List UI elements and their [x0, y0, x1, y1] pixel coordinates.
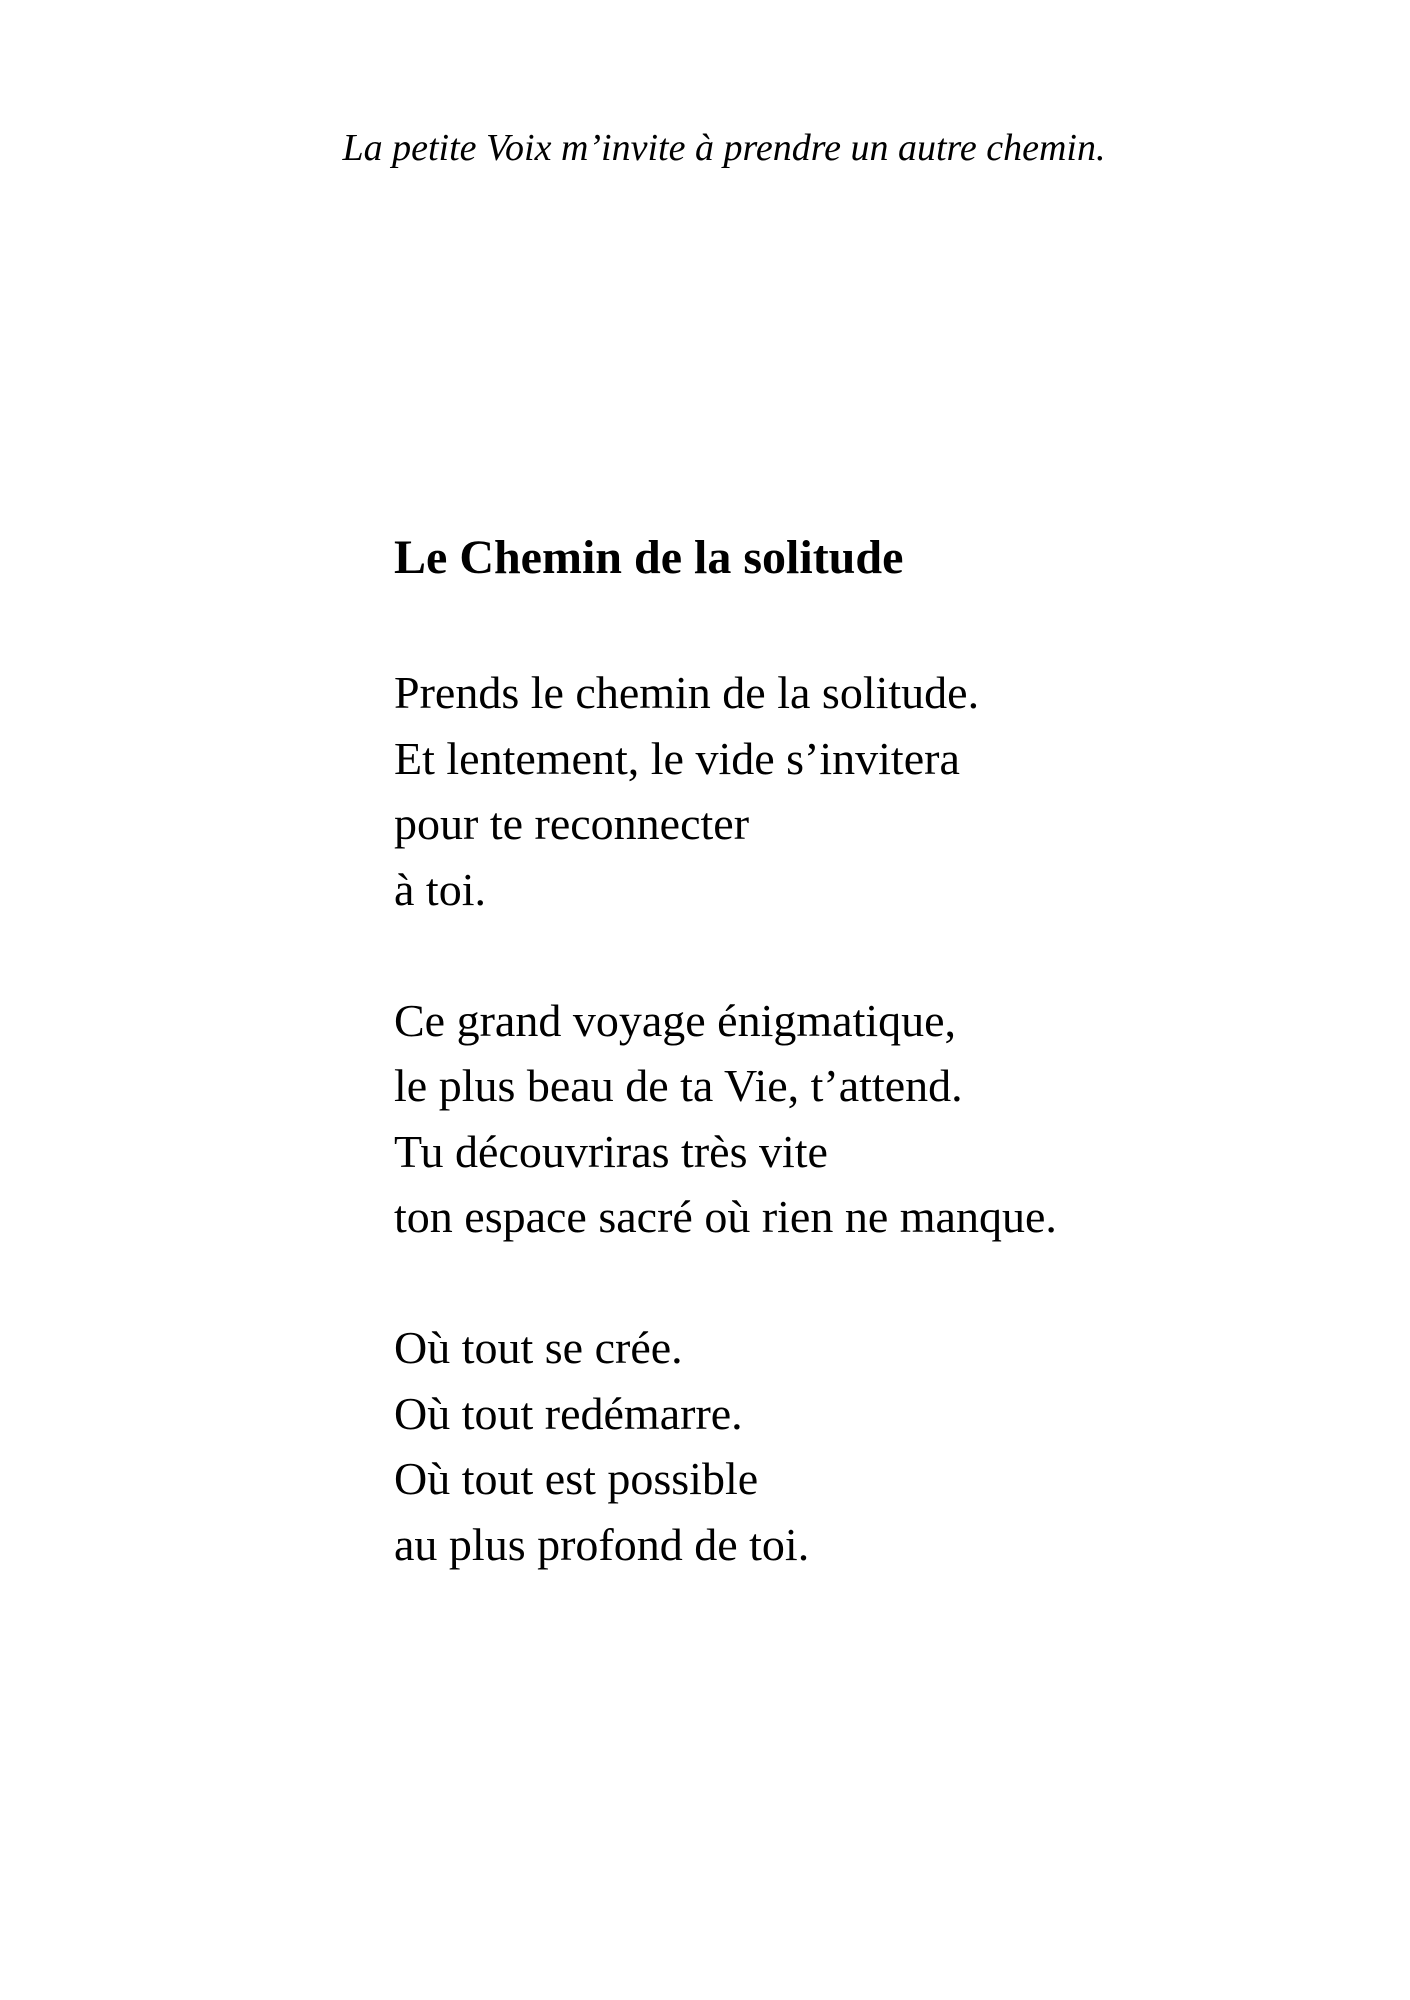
- poem-line: au plus profond de toi.: [394, 1518, 810, 1570]
- poem-title: Le Chemin de la solitude: [394, 531, 904, 584]
- poem-line: Où tout est possible: [394, 1453, 759, 1504]
- stanza-2: [394, 988, 1057, 1250]
- poem-line: Et lentement, le vide s’invitera: [394, 732, 960, 784]
- poem-line: Tu découvriras très vite: [394, 1125, 828, 1177]
- stanza-1: [394, 660, 1057, 922]
- poem-line: Où tout se crée.: [394, 1322, 683, 1373]
- poem-line: le plus beau de ta Vie, t’attend.: [394, 1060, 963, 1111]
- running-header: La petite Voix m’invite à prendre un autre chemin.: [342, 127, 1106, 169]
- poem-line: à toi.: [394, 863, 486, 915]
- stanza-3: [394, 1315, 1057, 1577]
- poem-body: [394, 660, 1057, 1643]
- poem-line: ton espace sacré où rien ne manque.: [394, 1191, 1057, 1242]
- poem-line: Prends le chemin de la solitude.: [394, 667, 980, 718]
- poem-line: pour te reconnecter: [394, 798, 750, 849]
- poem-line: Où tout redémarre.: [394, 1387, 743, 1439]
- poem-line: Ce grand voyage énigmatique,: [394, 994, 957, 1046]
